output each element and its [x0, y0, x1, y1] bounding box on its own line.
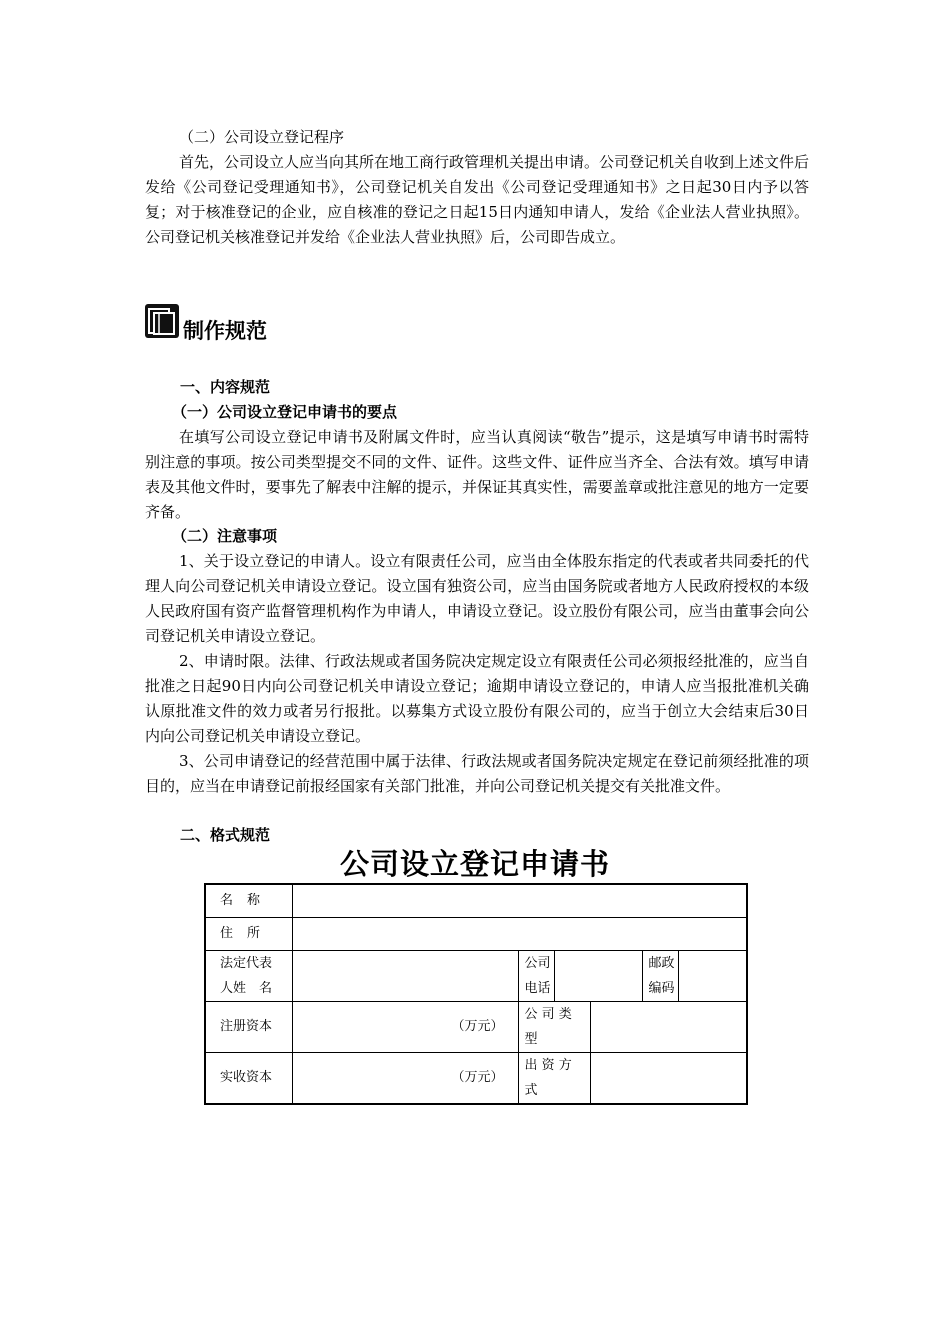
company-type-label: 公 司 类 型: [518, 1001, 590, 1052]
postal-code-field[interactable]: [678, 950, 747, 1001]
section-title: 制作规范: [183, 319, 267, 343]
form-row-name: [205, 884, 747, 917]
address-label: 住所: [205, 917, 292, 950]
name-label: 名称: [205, 884, 292, 917]
form-row-legal-rep: [205, 950, 747, 1001]
form-row-registered-capital: [205, 1001, 747, 1052]
document-stack-icon: [145, 304, 179, 338]
phone-label: 公司 电话: [518, 950, 554, 1001]
address-field[interactable]: [292, 917, 747, 950]
legal-rep-field[interactable]: [292, 950, 518, 1001]
form-title: 公司设立登记申请书: [339, 847, 610, 881]
contribution-method-field[interactable]: [590, 1052, 747, 1104]
name-field[interactable]: [292, 884, 747, 917]
registered-capital-field[interactable]: （万元）: [292, 1001, 518, 1052]
procedure-heading: （二）公司设立登记程序: [179, 128, 345, 146]
contribution-method-label: 出 资 方 式: [518, 1052, 590, 1104]
note-item-3: 3、公司申请登记的经营范围中属于法律、行政法规或者国务院决定规定在登记前须经批准的项目的，应当在申请登记前报经国家有关部门批准，并向公司登记机关提交有关批准文件。: [145, 752, 809, 795]
paid-capital-field[interactable]: （万元）: [292, 1052, 518, 1104]
postal-code-label: 邮政 编码: [642, 950, 678, 1001]
content-heading: 一、内容规范: [180, 378, 271, 396]
company-type-field[interactable]: [590, 1001, 747, 1052]
phone-field[interactable]: [554, 950, 642, 1001]
form-row-paid-capital: [205, 1052, 747, 1104]
note-item-2: 2、申请时限。法律、行政法规或者国务院决定规定设立有限责任公司必须报经批准的，应当自批准之日起90日内向公司登记机关申请设立登记；逾期申请设立登记的，申请人应当报批准机关确认原批准文件的效力或者另行报批。以募集方式设立股份有限公司的，应当于创立大会结束后30日内向公司登记机关申请设立登记。: [145, 652, 809, 745]
registered-capital-label: 注册资本: [205, 1001, 292, 1052]
points-paragraph: 在填写公司设立登记申请书及附属文件时，应当认真阅读“敬告”提示，这是填写申请书时需特别注意的事项。按公司类型提交不同的文件、证件。这些文件、证件应当齐全、合法有效。填写申请表及其他文件时，要事先了解表中注解的提示，并保证其真实性，需要盖章或批注意见的地方一定要齐备。: [145, 428, 809, 521]
paid-capital-label: 实收资本: [205, 1052, 292, 1104]
procedure-paragraph: 首先，公司设立人应当向其所在地工商行政管理机关提出申请。公司登记机关自收到上述文件后发给《公司登记受理通知书》，公司登记机关自发出《公司登记受理通知书》之日起30日内予以答复；对于核准登记的企业，应自核准的登记之日起15日内通知申请人，发给《企业法人营业执照》。公司登记机关核准登记并发给《企业法人营业执照》后，公司即告成立。: [145, 153, 810, 246]
note-item-1: 1、关于设立登记的申请人。设立有限责任公司，应当由全体股东指定的代表或者共同委托的代理人向公司登记机关申请设立登记。设立国有独资公司，应当由国务院或者地方人民政府授权的本级人民政府国有资产监督管理机构作为申请人，申请设立登记。设立股份有限公司，应当由董事会向公司登记机关申请设立登记。: [145, 552, 809, 645]
legal-rep-label: 法定代表 人姓 名: [205, 950, 292, 1001]
format-heading: 二、格式规范: [180, 826, 271, 844]
application-form-table: [204, 883, 748, 1105]
notes-heading: （二）注意事项: [172, 527, 278, 545]
points-heading: （一）公司设立登记申请书的要点: [172, 403, 398, 421]
form-row-address: [205, 917, 747, 950]
